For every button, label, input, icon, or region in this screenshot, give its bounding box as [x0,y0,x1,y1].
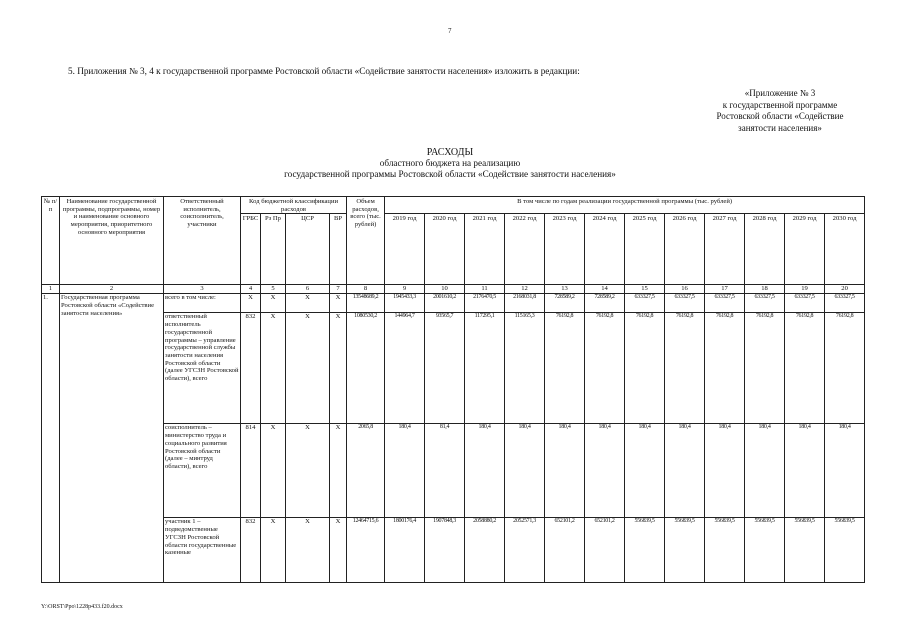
year-value: 728589,2 [545,294,585,313]
year-value: 556839,5 [745,518,785,583]
year-value: 180,4 [625,424,665,518]
year-value: 115165,3 [505,313,545,424]
header-volume: Объем расходов, всего (тыс. рублей) [347,197,385,285]
year-value: 180,4 [705,424,745,518]
vr-cell: Х [330,518,347,583]
header-csr: ЦСР [286,214,330,285]
header-year: 2030 год [825,214,865,285]
table-row [42,294,865,313]
year-value: 76192,8 [825,313,865,424]
total-cell: 1080530,2 [347,313,385,424]
executor-cell: всего в том числе: [164,294,241,313]
column-index: 14 [585,285,625,294]
executor-cell: ответственный исполнитель государственной программы – управление государственной службы занятости населения Ростовской области (далее УГСЗН Ростовской области), всего [164,313,241,424]
header-executor: Ответственный исполнитель, соисполнитель, участники [164,197,241,285]
column-index: 19 [785,285,825,294]
csr-cell: Х [286,294,330,313]
year-value: 2001610,2 [425,294,465,313]
table-row [42,313,865,424]
vr-cell: Х [330,313,347,424]
header-year: 2027 год [705,214,745,285]
column-index: 12 [505,285,545,294]
year-value: 180,4 [745,424,785,518]
year-value: 2052571,3 [505,518,545,583]
header-rzpr: Рз Пр [261,214,286,285]
header-year: 2029 год [785,214,825,285]
title-subline: государственной программы Ростовской области «Содействие занятости населения» [284,169,616,179]
csr-cell: Х [286,424,330,518]
header-year: 2026 год [665,214,705,285]
column-index: 13 [545,285,585,294]
column-index-row [42,285,865,294]
vr-cell: Х [330,294,347,313]
year-value: 556839,5 [665,518,705,583]
header-grbs: ГРБС [241,214,261,285]
row-number: 1. [42,294,60,583]
year-value: 556839,5 [785,518,825,583]
annex-line: «Приложение № 3 [744,88,816,98]
year-value: 633327,5 [825,294,865,313]
header-name: Наименование государственной программы, подпрограммы, номер и наименование основного мероприятия, приоритетного основного мероприятия [60,197,164,285]
year-value: 93565,7 [425,313,465,424]
vr-cell: Х [330,424,347,518]
year-value: 76192,8 [625,313,665,424]
year-value: 2176470,5 [465,294,505,313]
title-subline: областного бюджета на реализацию [379,158,521,168]
column-index: 18 [745,285,785,294]
header-year: 2022 год [505,214,545,285]
year-value: 117295,1 [465,313,505,424]
header-year: 2020 год [425,214,465,285]
column-index: 16 [665,285,705,294]
year-value: 633327,5 [705,294,745,313]
year-value: 76192,8 [745,313,785,424]
column-index: 3 [164,285,241,294]
year-value: 633327,5 [745,294,785,313]
year-value: 180,4 [825,424,865,518]
year-value: 144964,7 [385,313,425,424]
annex-line: занятости населения» [738,122,822,133]
year-value: 180,4 [505,424,545,518]
file-path-footer: Y:\ORST\Ppo\1228p433.f20.docx [41,604,123,610]
executor-cell: соисполнитель – министерство труда и социального развития Ростовской области (далее – минтруд области), всего [164,424,241,518]
year-value: 180,4 [465,424,505,518]
header-year: 2023 год [545,214,585,285]
grbs-cell: Х [241,294,261,313]
year-value: 1945433,3 [385,294,425,313]
header-year: 2021 год [465,214,505,285]
total-cell: 12464715,6 [347,518,385,583]
column-index: 6 [286,285,330,294]
year-value: 652101,2 [545,518,585,583]
year-value: 2168031,8 [505,294,545,313]
year-value: 556839,5 [625,518,665,583]
year-value: 180,4 [785,424,825,518]
table-row [42,518,865,583]
annex-line: к государственной программе [722,99,838,110]
year-value: 633327,5 [665,294,705,313]
column-index: 20 [825,285,865,294]
header-vr: ВР [330,214,347,285]
header-year: 2024 год [585,214,625,285]
grbs-cell: 832 [241,518,261,583]
header-num: № п/п [42,197,60,285]
rzpr-cell: Х [261,424,286,518]
column-index: 8 [347,285,385,294]
expenses-table [41,196,865,583]
header-year: 2025 год [625,214,665,285]
year-value: 76192,8 [705,313,745,424]
table-row [42,424,865,518]
annex-line: Ростовской области «Содействие [716,111,844,121]
csr-cell: Х [286,313,330,424]
rzpr-cell: Х [261,294,286,313]
column-index: 10 [425,285,465,294]
year-value: 180,4 [585,424,625,518]
year-value: 652101,2 [585,518,625,583]
column-index: 7 [330,285,347,294]
page-number: 7 [448,27,452,35]
year-value: 180,4 [545,424,585,518]
annex-heading [690,88,870,134]
header-budget-code: Код бюджетной классификации расходов [241,197,347,214]
year-value: 2058880,2 [465,518,505,583]
executor-cell: участник 1 – подведомственные УГСЗН Ростовской области государственные казенные [164,518,241,583]
grbs-cell: 832 [241,313,261,424]
column-index: 2 [60,285,164,294]
column-index: 11 [465,285,505,294]
rzpr-cell: Х [261,518,286,583]
year-value: 556839,5 [705,518,745,583]
grbs-cell: 814 [241,424,261,518]
year-value: 76192,8 [665,313,705,424]
year-value: 1800176,4 [385,518,425,583]
year-value: 633327,5 [625,294,665,313]
year-value: 728589,2 [585,294,625,313]
year-value: 556839,5 [825,518,865,583]
total-cell: 2065,8 [347,424,385,518]
csr-cell: Х [286,518,330,583]
column-index: 17 [705,285,745,294]
year-value: 1907848,3 [425,518,465,583]
total-cell: 13548689,2 [347,294,385,313]
column-index: 5 [261,285,286,294]
year-value: 81,4 [425,424,465,518]
title-main: РАСХОДЫ [426,147,474,158]
rzpr-cell: Х [261,313,286,424]
year-value: 633327,5 [785,294,825,313]
column-index: 4 [241,285,261,294]
program-name: Государственная программа Ростовской области «Содействие занятости населения» [60,294,164,583]
column-index: 9 [385,285,425,294]
intro-paragraph: 5. Приложения № 3, 4 к государственной программе Ростовской области «Содействие занятости населения» изложить в редакции: [68,66,580,76]
header-year: 2019 год [385,214,425,285]
year-value: 76192,8 [785,313,825,424]
column-index: 15 [625,285,665,294]
header-year: 2028 год [745,214,785,285]
column-index: 1 [42,285,60,294]
year-value: 76192,8 [545,313,585,424]
year-value: 180,4 [385,424,425,518]
year-value: 180,4 [665,424,705,518]
document-title [200,147,700,180]
year-value: 76192,8 [585,313,625,424]
header-years-group: В том числе по годам реализации государственной программы (тыс. рублей) [385,197,865,214]
